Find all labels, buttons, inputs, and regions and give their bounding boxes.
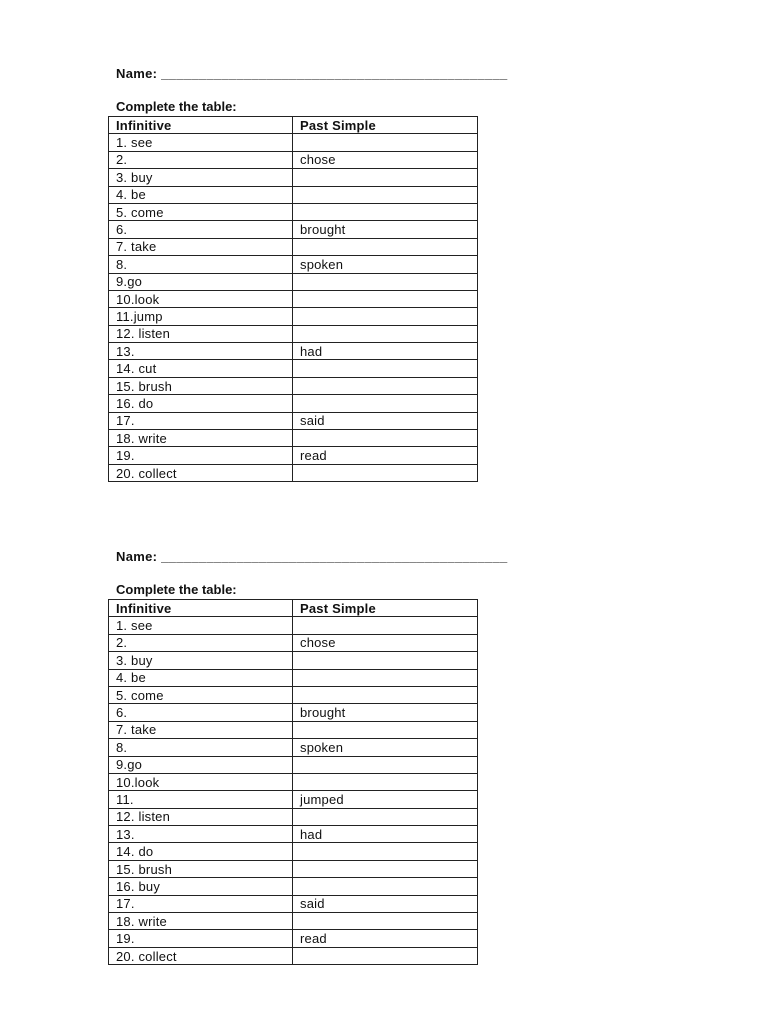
infinitive-cell: 2.	[109, 151, 293, 168]
table-row	[109, 447, 478, 464]
infinitive-cell: 7. take	[109, 721, 293, 738]
table-row	[109, 652, 478, 669]
past-simple-cell: read	[293, 447, 478, 464]
past-simple-cell	[293, 134, 478, 151]
past-simple-cell	[293, 273, 478, 290]
table-row	[109, 464, 478, 481]
past-simple-cell: read	[293, 930, 478, 947]
table-row	[109, 895, 478, 912]
table-row	[109, 343, 478, 360]
past-simple-cell: said	[293, 412, 478, 429]
past-simple-cell	[293, 169, 478, 186]
past-simple-cell	[293, 878, 478, 895]
infinitive-cell: 9.go	[109, 756, 293, 773]
table-row	[109, 134, 478, 151]
table-row	[109, 808, 478, 825]
header-infinitive: Infinitive	[109, 600, 293, 617]
infinitive-cell: 4. be	[109, 186, 293, 203]
table-row	[109, 617, 478, 634]
past-simple-cell: brought	[293, 704, 478, 721]
past-simple-cell: said	[293, 895, 478, 912]
past-simple-cell	[293, 617, 478, 634]
infinitive-cell: 7. take	[109, 238, 293, 255]
infinitive-cell: 17.	[109, 412, 293, 429]
infinitive-cell: 1. see	[109, 617, 293, 634]
table-row	[109, 256, 478, 273]
infinitive-cell: 8.	[109, 739, 293, 756]
past-simple-cell	[293, 721, 478, 738]
infinitive-cell: 13.	[109, 826, 293, 843]
verb-table-body	[109, 617, 478, 965]
infinitive-cell: 15. brush	[109, 860, 293, 877]
past-simple-cell	[293, 325, 478, 342]
past-simple-cell: chose	[293, 634, 478, 651]
table-row	[109, 756, 478, 773]
infinitive-cell: 11.	[109, 791, 293, 808]
infinitive-cell: 19.	[109, 447, 293, 464]
past-simple-cell	[293, 360, 478, 377]
past-simple-cell	[293, 377, 478, 394]
infinitive-cell: 19.	[109, 930, 293, 947]
table-row	[109, 704, 478, 721]
infinitive-cell: 20. collect	[109, 464, 293, 481]
infinitive-cell: 10.look	[109, 290, 293, 307]
infinitive-cell: 14. cut	[109, 360, 293, 377]
past-simple-cell	[293, 947, 478, 964]
past-simple-cell	[293, 669, 478, 686]
table-row	[109, 169, 478, 186]
past-simple-cell	[293, 186, 478, 203]
table-row	[109, 791, 478, 808]
infinitive-cell: 5. come	[109, 686, 293, 703]
table-row	[109, 913, 478, 930]
name-line: Name: ______________________________________________	[116, 66, 508, 81]
infinitive-cell: 12. listen	[109, 808, 293, 825]
infinitive-cell: 18. write	[109, 430, 293, 447]
past-simple-cell	[293, 203, 478, 220]
verb-table-body	[109, 134, 478, 482]
table-row	[109, 930, 478, 947]
infinitive-cell: 6.	[109, 221, 293, 238]
table-row	[109, 151, 478, 168]
past-simple-cell	[293, 860, 478, 877]
infinitive-cell: 1. see	[109, 134, 293, 151]
table-row	[109, 203, 478, 220]
infinitive-cell: 15. brush	[109, 377, 293, 394]
verb-table	[108, 599, 478, 965]
table-header-row	[109, 600, 478, 617]
header-past-simple: Past Simple	[293, 600, 478, 617]
table-row	[109, 773, 478, 790]
table-row	[109, 843, 478, 860]
past-simple-cell	[293, 773, 478, 790]
infinitive-cell: 5. come	[109, 203, 293, 220]
infinitive-cell: 4. be	[109, 669, 293, 686]
past-simple-cell: spoken	[293, 256, 478, 273]
table-row	[109, 273, 478, 290]
table-row	[109, 860, 478, 877]
infinitive-cell: 14. do	[109, 843, 293, 860]
past-simple-cell	[293, 308, 478, 325]
infinitive-cell: 6.	[109, 704, 293, 721]
past-simple-cell: had	[293, 826, 478, 843]
verb-table	[108, 116, 478, 482]
infinitive-cell: 17.	[109, 895, 293, 912]
past-simple-cell: chose	[293, 151, 478, 168]
past-simple-cell: jumped	[293, 791, 478, 808]
past-simple-cell: had	[293, 343, 478, 360]
table-row	[109, 395, 478, 412]
past-simple-cell	[293, 843, 478, 860]
infinitive-cell: 2.	[109, 634, 293, 651]
infinitive-cell: 9.go	[109, 273, 293, 290]
table-row	[109, 412, 478, 429]
infinitive-cell: 16. do	[109, 395, 293, 412]
past-simple-cell	[293, 395, 478, 412]
instruction-text: Complete the table:	[116, 582, 237, 597]
past-simple-cell: brought	[293, 221, 478, 238]
infinitive-cell: 12. listen	[109, 325, 293, 342]
table-row	[109, 430, 478, 447]
infinitive-cell: 18. write	[109, 913, 293, 930]
table-row	[109, 308, 478, 325]
header-past-simple: Past Simple	[293, 117, 478, 134]
infinitive-cell: 10.look	[109, 773, 293, 790]
past-simple-cell	[293, 652, 478, 669]
infinitive-cell: 8.	[109, 256, 293, 273]
infinitive-cell: 20. collect	[109, 947, 293, 964]
instruction-text: Complete the table:	[116, 99, 237, 114]
past-simple-cell	[293, 464, 478, 481]
infinitive-cell: 16. buy	[109, 878, 293, 895]
table-row	[109, 238, 478, 255]
table-row	[109, 221, 478, 238]
past-simple-cell: spoken	[293, 739, 478, 756]
infinitive-cell: 3. buy	[109, 652, 293, 669]
past-simple-cell	[293, 756, 478, 773]
table-row	[109, 360, 478, 377]
table-row	[109, 721, 478, 738]
table-row	[109, 686, 478, 703]
table-row	[109, 947, 478, 964]
table-row	[109, 325, 478, 342]
past-simple-cell	[293, 430, 478, 447]
past-simple-cell	[293, 913, 478, 930]
table-row	[109, 634, 478, 651]
table-row	[109, 878, 478, 895]
table-row	[109, 290, 478, 307]
table-row	[109, 739, 478, 756]
table-row	[109, 826, 478, 843]
infinitive-cell: 13.	[109, 343, 293, 360]
infinitive-cell: 3. buy	[109, 169, 293, 186]
table-row	[109, 669, 478, 686]
table-header-row	[109, 117, 478, 134]
past-simple-cell	[293, 238, 478, 255]
header-infinitive: Infinitive	[109, 117, 293, 134]
past-simple-cell	[293, 290, 478, 307]
name-line: Name: ______________________________________________	[116, 549, 508, 564]
table-row	[109, 377, 478, 394]
infinitive-cell: 11.jump	[109, 308, 293, 325]
past-simple-cell	[293, 808, 478, 825]
past-simple-cell	[293, 686, 478, 703]
table-row	[109, 186, 478, 203]
